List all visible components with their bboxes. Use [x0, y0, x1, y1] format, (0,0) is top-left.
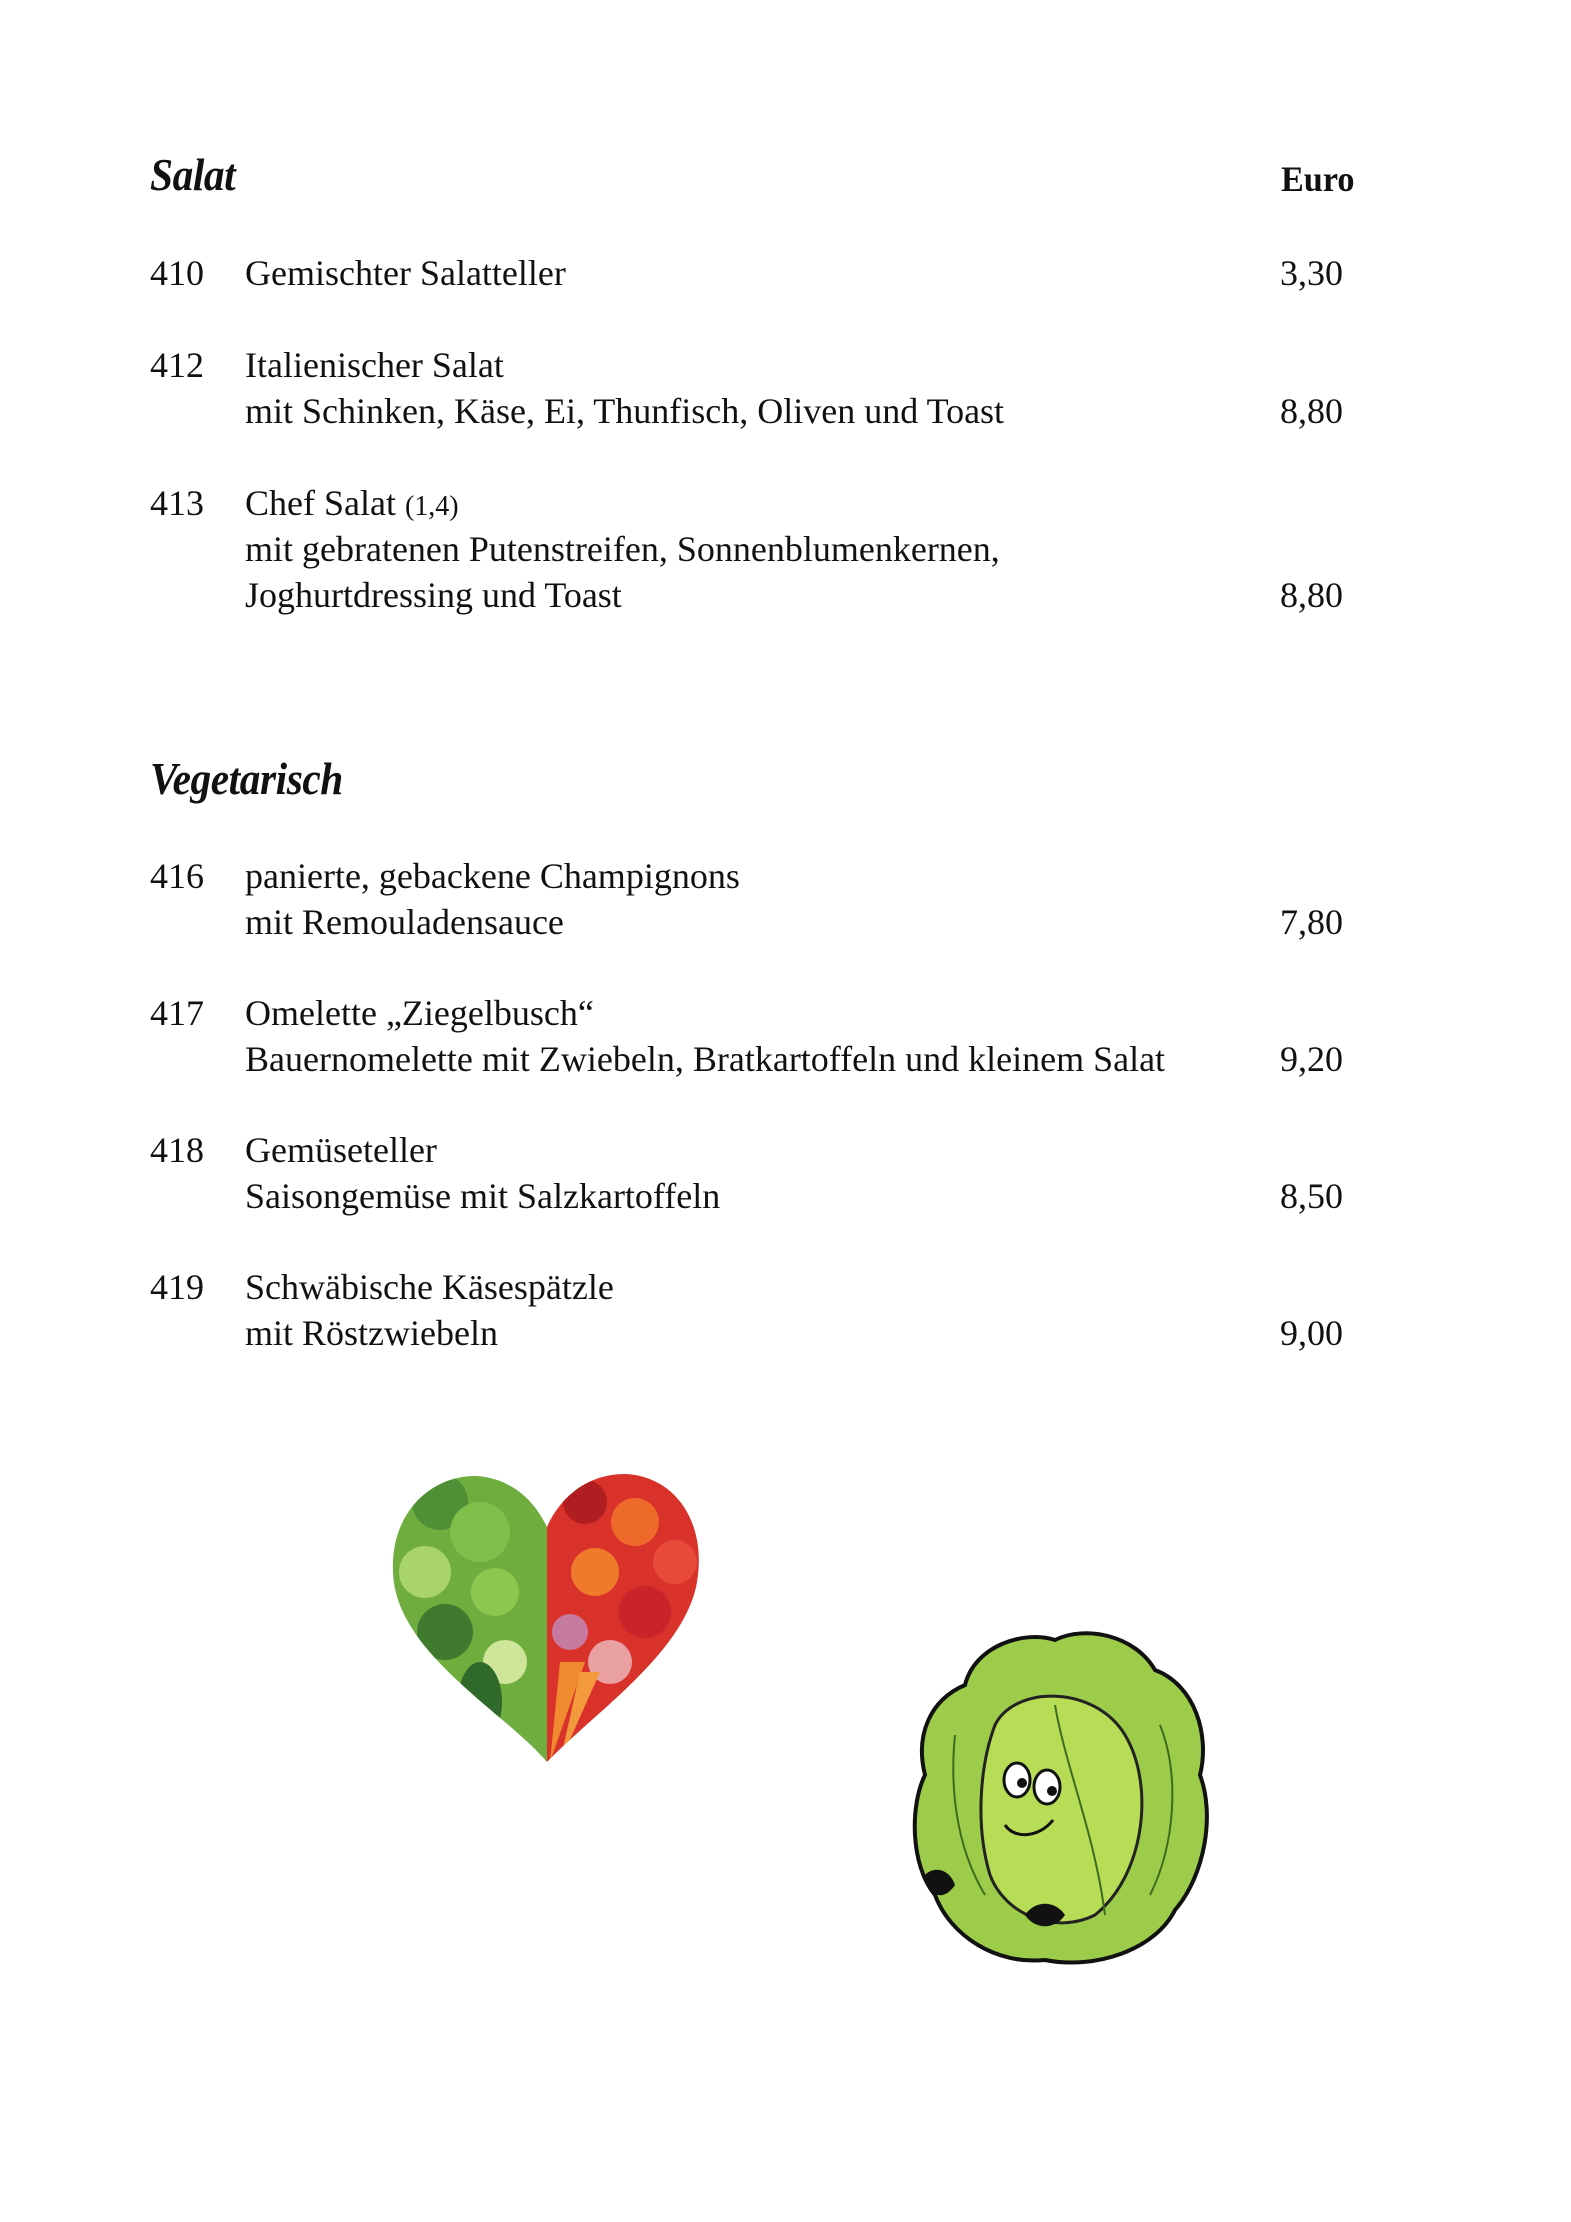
- item-name: Omelette „Ziegelbusch“: [245, 993, 594, 1033]
- section-title-salat: Salat: [150, 149, 236, 200]
- smiling-lettuce-cartoon-icon: [895, 1615, 1220, 1975]
- menu-item: [150, 1264, 1350, 1356]
- item-name: Italienischer Salat: [245, 345, 504, 385]
- item-description: Joghurtdressing und Toast: [245, 575, 622, 615]
- item-description: mit Remouladensauce: [245, 902, 564, 942]
- item-number: 410: [150, 253, 204, 293]
- item-description: mit Schinken, Käse, Ei, Thunfisch, Oliven und Toast: [245, 391, 1005, 431]
- item-price: 7,80: [1280, 902, 1343, 942]
- item-allergens: (1,4): [404, 491, 459, 522]
- item-price: 3,30: [1280, 253, 1343, 293]
- item-name: panierte, gebackene Champignons: [245, 856, 740, 896]
- item-description: mit gebratenen Putenstreifen, Sonnenblumenkernen,: [245, 529, 1000, 569]
- item-price: 8,50: [1280, 1176, 1343, 1216]
- menu-item: [150, 853, 1350, 945]
- item-name: Gemüseteller: [245, 1130, 437, 1170]
- menu-item: [150, 342, 1350, 434]
- item-price: 9,00: [1280, 1313, 1343, 1353]
- item-number: 413: [150, 483, 204, 523]
- item-description: mit Röstzwiebeln: [245, 1313, 498, 1353]
- item-description: Saisongemüse mit Salzkartoffeln: [245, 1176, 721, 1216]
- item-number: 412: [150, 345, 204, 385]
- menu-item: [150, 1127, 1350, 1219]
- item-number: 417: [150, 993, 204, 1033]
- item-number: 416: [150, 856, 204, 896]
- vegetable-heart-image: [385, 1462, 710, 1772]
- menu-item: [150, 990, 1350, 1082]
- item-price: 8,80: [1280, 391, 1343, 431]
- item-price: 8,80: [1280, 575, 1343, 615]
- cartoon-lettuce-image: [895, 1615, 1220, 1975]
- menu-item: [150, 480, 1350, 618]
- item-name: Chef Salat: [245, 483, 396, 523]
- item-price: 9,20: [1280, 1039, 1343, 1079]
- item-number: 418: [150, 1130, 204, 1170]
- item-number: 419: [150, 1267, 204, 1307]
- item-name: Gemischter Salatteller: [245, 253, 566, 293]
- section-title-vegetarisch: Vegetarisch: [150, 753, 343, 804]
- menu-item: [150, 250, 1350, 296]
- item-name: Schwäbische Käsespätzle: [245, 1267, 614, 1307]
- currency-header: Euro: [1281, 159, 1355, 199]
- item-description: Bauernomelette mit Zwiebeln, Bratkartoffeln und kleinem Salat: [245, 1039, 1166, 1079]
- heart-of-vegetables-icon: [385, 1462, 710, 1772]
